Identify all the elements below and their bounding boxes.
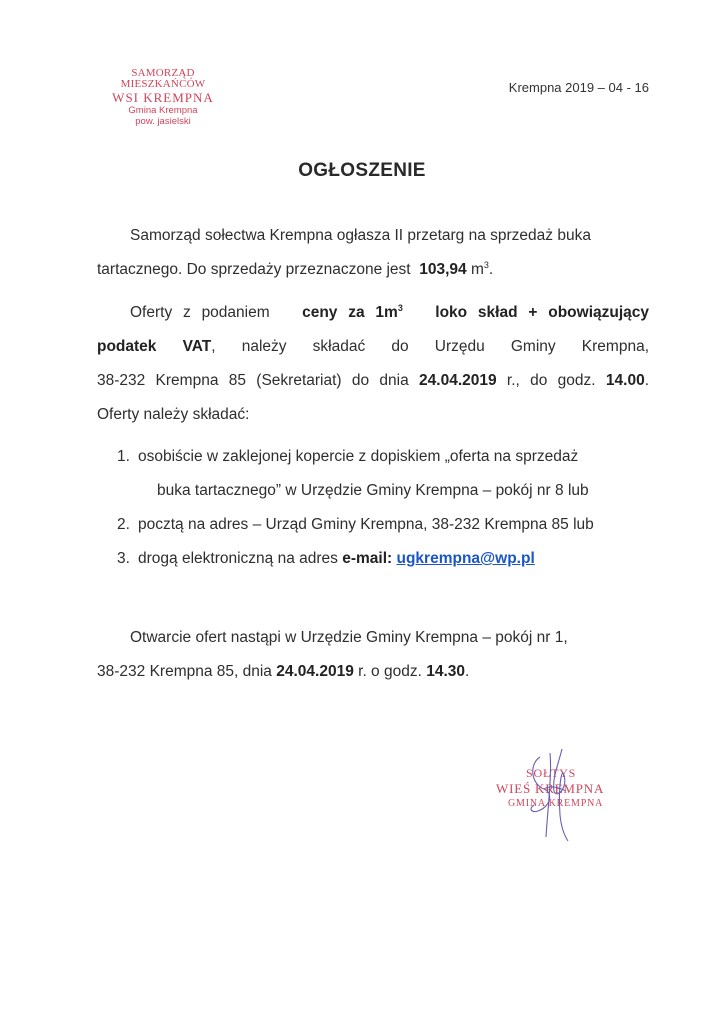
list-number: 2.	[117, 516, 130, 533]
period: .	[644, 372, 650, 389]
stamp-line-4: pow. jasielski	[135, 115, 191, 127]
stamp-line-1: SAMORZĄD MIESZKAŃCÓW	[120, 67, 206, 90]
price-superscript: 3	[397, 302, 403, 313]
list-item	[97, 440, 657, 508]
municipal-stamp	[88, 68, 238, 126]
offers-line-2	[97, 330, 649, 364]
document-date: Krempna 2019 – 04 - 16	[508, 80, 649, 95]
document-title: OGŁOSZENIE	[298, 160, 426, 181]
handwritten-signature	[488, 745, 638, 855]
list-item-text-line	[138, 542, 657, 576]
list-item-line-1: osobiście w zaklejonej kopercie z dopiskiem „oferta na sprzedaż	[138, 448, 579, 465]
address-text: 38-232 Krempna 85 (Sekretariat) do dnia	[97, 372, 409, 389]
offers-line-1	[97, 296, 649, 330]
paragraph-intro-line-1: Samorząd sołectwa Krempna ogłasza II przetarg na sprzedaż buka	[130, 227, 591, 244]
email-label: e-mail:	[342, 550, 393, 567]
offers-intro: Oferty z podaniem	[130, 304, 270, 321]
deadline-text: r., do godz.	[506, 372, 596, 389]
offers-line-4: Oferty należy składać:	[97, 406, 250, 423]
unit-superscript: 3	[483, 259, 489, 270]
list-item	[97, 542, 657, 576]
vat-bold: podatek VAT	[97, 338, 212, 355]
list-item-text: pocztą na adres – Urząd Gminy Krempna, 38-232 Krempna 85 lub	[138, 516, 594, 533]
submission-methods-list	[97, 440, 657, 576]
paragraph-intro	[97, 219, 649, 287]
deadline-date: 24.04.2019	[419, 372, 497, 389]
intro-text: tartacznego. Do sprzedaży przeznaczone jest	[97, 261, 411, 278]
deadline-time: 14.00	[605, 372, 645, 389]
period: .	[488, 261, 494, 278]
opening-address: 38-232 Krempna 85, dnia	[97, 663, 272, 680]
stamp-commune-text: GMINA KREMPNA	[508, 798, 604, 809]
paragraph-intro-line-2	[97, 253, 649, 287]
period: .	[465, 663, 470, 680]
list-number: 1.	[117, 448, 130, 465]
delivery-tax-bold: loko skład + obowiązujący	[435, 304, 650, 321]
list-number: 3.	[117, 550, 130, 567]
opening-line-2	[97, 655, 649, 689]
opening-line-1: Otwarcie ofert nastąpi w Urzędzie Gminy Krempna – pokój nr 1,	[130, 629, 568, 646]
timber-amount: 103,94	[419, 261, 467, 278]
price-bold: ceny za 1m	[302, 304, 398, 321]
opening-time: 14.30	[426, 663, 466, 680]
unit: m	[470, 261, 484, 278]
stamp-line-3: Gmina Krempna	[128, 105, 198, 116]
paragraph-opening	[97, 621, 649, 689]
list-item	[97, 508, 657, 542]
offers-line-3	[97, 364, 649, 398]
list-item-line-2: buka tartacznego” w Urzędzie Gminy Krempna – pokój nr 8 lub	[157, 482, 589, 499]
stamp-village-text: WIEŚ KREMPNA	[496, 781, 605, 796]
paragraph-offers	[97, 296, 649, 432]
opening-time-text: r. o godz.	[358, 663, 422, 680]
stamp-soltys-text: SOŁTYS	[526, 766, 577, 780]
email-link[interactable]: ugkrempna@wp.pl	[396, 550, 535, 567]
opening-date: 24.04.2019	[276, 663, 354, 680]
stamp-line-2: WSI KREMPNA	[112, 90, 214, 105]
list-item-text: drogą elektroniczną na adres	[138, 550, 338, 567]
soltys-stamp-signature	[488, 745, 638, 855]
offers-submit-text: , należy składać do Urzędu Gminy Krempna,	[211, 338, 649, 355]
